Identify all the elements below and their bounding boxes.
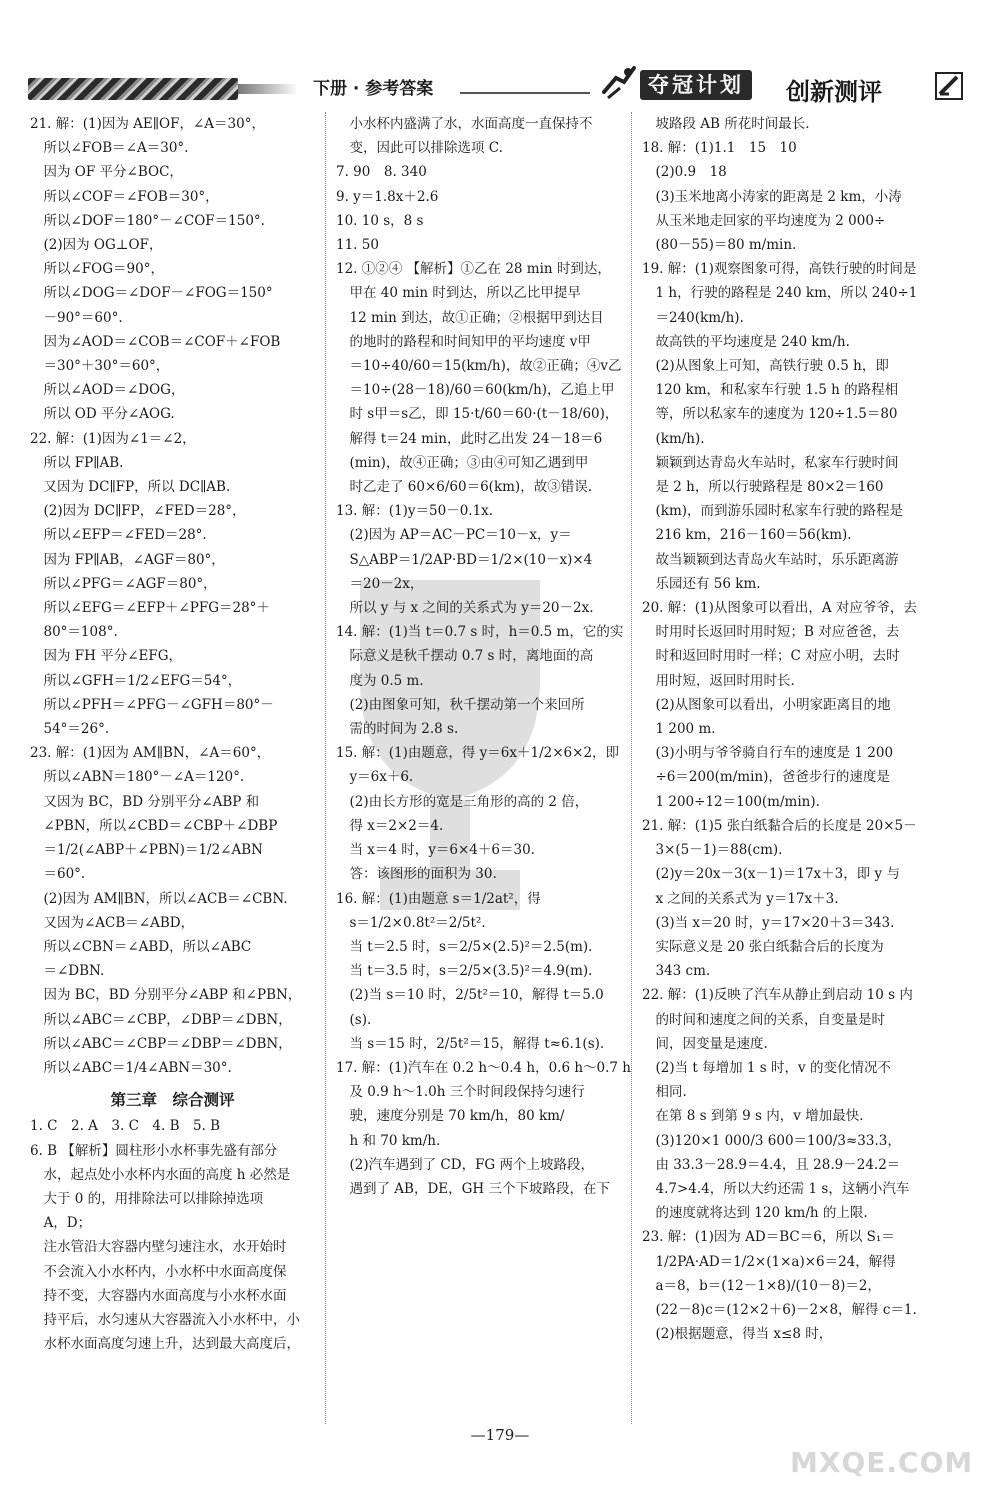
- answer-line: ＝30°＋30°＝60°，: [30, 358, 170, 375]
- answer-line: 故当颖颖到达青岛火车站时，乐乐距离游: [642, 551, 899, 568]
- answer-line: 216 km，216－160＝56(km).: [642, 527, 852, 544]
- brand-logo: 夺冠计划: [640, 70, 752, 100]
- answer-line: 由 33.3－28.9＝4.4，且 28.9－24.2＝: [642, 1156, 901, 1173]
- answer-line: 及 0.9 h～1.0h 三个时间段保持匀速行: [336, 1084, 585, 1101]
- answer-line: 大于 0 的，用排除法可以排除掉选项: [30, 1190, 264, 1207]
- answer-line: 是 2 h，所以行驶路程是 80×2＝160: [642, 479, 884, 496]
- answer-line: (3)当 x＝20 时，y＝17×20＋3＝343.: [642, 914, 895, 931]
- answer-line: 343 cm.: [642, 963, 711, 980]
- answer-line: 解得 t＝24 min，此时乙出发 24－18＝6: [336, 430, 603, 447]
- answer-line: (80－55)＝80 m/min.: [642, 237, 797, 254]
- answer-line: 因为 BC，BD 分别平分∠ABP 和∠PBN，: [30, 987, 302, 1004]
- answer-line: 所以∠DOF＝180°－∠COF＝150°.: [30, 212, 265, 229]
- answer-line: 甲在 40 min 时到达，所以乙比甲提早: [336, 285, 581, 302]
- answer-line: 所以∠PFG＝∠AGF＝80°，: [30, 575, 217, 592]
- answer-line: 小水杯内盛满了水，水面高度一直保持不: [336, 116, 593, 132]
- answer-line: 因为 FP∥AB，∠AGF＝80°，: [30, 551, 225, 568]
- answer-line: 持不变，大容器内水面高度与小水杯水面: [30, 1287, 287, 1304]
- answer-line: 的地时的路程和时间知甲的平均速度 v甲: [336, 333, 591, 350]
- answer-line: 用时短，返回时用时长.: [642, 672, 795, 689]
- answer-line: 20. 解：(1)从图象可以看出，A 对应爷爷，去: [642, 600, 917, 617]
- check-badge-icon: [935, 72, 963, 100]
- answer-line: －90°＝60°.: [30, 309, 123, 326]
- answer-line: 时用时长返回时用时短；B 对应爸爸，去: [642, 624, 900, 641]
- answer-line: 时 s甲＝s乙，即 15·t/60＝60·(t－18/60)，: [336, 406, 619, 423]
- answer-line: ＝∠DBN.: [30, 963, 105, 980]
- answer-line: 当 s＝15 时，2/5t²＝15，解得 t≈6.1(s).: [336, 1035, 605, 1052]
- answer-line: ＝10÷(28－18)/60＝60(km/h)，乙追上甲: [336, 382, 615, 399]
- answer-line: (3)小明与爷爷骑自行车的速度是 1 200: [642, 745, 894, 762]
- answer-line: (2)根据题意，得当 x≤8 时，: [642, 1326, 833, 1343]
- answer-line: (2)从图象上可知，高铁行驶 0.5 h，即: [642, 358, 889, 375]
- answer-line: 22. 解：(1)因为∠1＝∠2，: [30, 430, 196, 447]
- trophy-runner-icon: [598, 62, 640, 104]
- answer-line: 所以 FP∥AB.: [30, 454, 124, 471]
- answer-line: 16. 解：(1)由题意 s＝1/2at²，得: [336, 890, 541, 907]
- answer-line: S△ABP＝1/2AP·BD＝1/2×(10－x)×4: [336, 551, 593, 568]
- answer-line: 所以∠ABC＝1/4∠ABN＝30°.: [30, 1059, 232, 1076]
- answer-line: 因为 OF 平分∠BOC，: [30, 164, 183, 181]
- answer-line: y＝6x＋6.: [336, 769, 414, 786]
- answer-line: 注水管沿大容器内壁匀速注水，水开始时: [30, 1239, 287, 1256]
- answer-line: (2)因为 AP＝AC－PC＝10－x，y＝: [336, 527, 572, 544]
- answer-line: 21. 解：(1)5 张白纸黏合后的长度是 20×5－: [642, 817, 917, 834]
- answer-line: 23. 解：(1)因为 AD＝BC＝6，所以 S₁＝: [642, 1229, 895, 1246]
- answer-line: 所以∠ABN＝180°－∠A＝120°.: [30, 769, 245, 786]
- answer-line: 得 x＝2×2＝4.: [336, 817, 444, 834]
- answer-line: 12. ①②④ 【解析】①乙在 28 min 时到达，: [336, 261, 611, 278]
- answer-line: (2)从图象可以看出，小明家距离目的地: [642, 696, 891, 713]
- site-watermark: MXQE.COM: [790, 1446, 974, 1479]
- answer-line: 当 x＝4 时，y＝6×4＋6＝30.: [336, 842, 535, 859]
- answer-line: (km/h).: [642, 430, 705, 447]
- answer-line: 所以∠FOB＝∠A＝30°.: [30, 140, 189, 157]
- answer-line: 80°＝108°.: [30, 624, 118, 641]
- column-divider: [325, 112, 326, 1424]
- answer-line: 所以∠ABC＝∠CBP＝∠DBP＝∠DBN，: [30, 1035, 292, 1052]
- answer-line: 所以∠AOD＝∠DOG，: [30, 382, 185, 399]
- answer-line: 因为 FH 平分∠EFG，: [30, 648, 183, 665]
- answer-line: A，D；: [30, 1215, 92, 1232]
- answer-line: (2)由长方形的宽是三角形的高的 2 倍，: [336, 793, 589, 810]
- answer-line: ＝1/2(∠ABP＋∠PBN)＝1/2∠ABN: [30, 842, 263, 859]
- answer-line: 际意义是秋千摆动 0.7 s 时，离地面的高: [336, 648, 594, 665]
- header-decor-band: [28, 78, 238, 100]
- answer-line: 10. 10 s，8 s: [336, 212, 424, 229]
- answer-line: (3)120×1 000/3 600＝100/3≈33.3，: [642, 1132, 901, 1149]
- answer-line: 22. 解：(1)反映了汽车从静止到启动 10 s 内: [642, 987, 913, 1004]
- answer-line: 6. B 【解析】圆柱形小水杯事先盛有部分: [30, 1142, 278, 1159]
- answer-line: (2)因为 DC∥FP，∠FED＝28°，: [30, 503, 246, 520]
- answer-line: 不会流入小水杯内，小水杯中水面高度保: [30, 1263, 287, 1280]
- answer-line: 所以 y 与 x 之间的关系式为 y＝20－2x.: [336, 600, 594, 617]
- answer-line: (2)当 s＝10 时，2/5t²＝10，解得 t＝5.0: [336, 987, 604, 1004]
- answer-line: 1. C 2. A 3. C 4. B 5. B: [30, 1118, 221, 1135]
- answer-line: 18. 解：(1)1.1 15 10: [642, 140, 797, 157]
- answer-line: 水，起点处小水杯内水面的高度 h 必然是: [30, 1166, 291, 1183]
- answer-line: 持平后，水匀速从大容器流入小水杯中，小: [30, 1311, 300, 1328]
- answer-line: 54°＝26°.: [30, 721, 110, 738]
- answer-line: 所以∠COF＝∠FOB＝30°，: [30, 188, 219, 205]
- section-title: 第三章 综合测评: [110, 1091, 235, 1110]
- answer-line: ÷6＝200(m/min)，爸爸步行的速度是: [642, 769, 890, 786]
- answer-line: 颖颖到达青岛火车站时，私家车行驶时间: [642, 454, 899, 471]
- answer-line: 12 min 到达，故①正确；②根据甲到达目: [336, 309, 604, 326]
- answer-line: 的时间和速度之间的关系，自变量是时: [642, 1011, 885, 1028]
- answer-line: (2)0.9 18: [642, 164, 727, 181]
- answer-line: 故高铁的平均速度是 240 km/h.: [642, 333, 850, 350]
- answer-line: 当 t＝3.5 时，s＝2/5×(3.5)²＝4.9(m).: [336, 963, 593, 980]
- answer-line: 度为 0.5 m.: [336, 672, 424, 689]
- answer-line: ＝60°.: [30, 866, 86, 883]
- answer-line: h 和 70 km/h.: [336, 1132, 441, 1149]
- answer-line: 乐园还有 56 km.: [642, 575, 761, 592]
- answer-line: (2)y＝20x－3(x－1)＝17x＋3，即 y 与: [642, 866, 900, 883]
- answer-line: (2)汽车遇到了 CD，FG 两个上坡路段，: [336, 1156, 595, 1173]
- answer-line: 又因为 DC∥FP，所以 DC∥AB.: [30, 479, 231, 496]
- answer-line: s＝1/2×0.8t²＝2/5t².: [336, 914, 486, 931]
- answer-line: (s).: [336, 1011, 372, 1028]
- answer-line: 因为∠AOD＝∠COB＝∠COF＋∠FOB: [30, 333, 281, 350]
- answer-line: 3×(5－1)＝88(cm).: [642, 842, 783, 859]
- answer-line: 4.7>4.4，所以大约还需 1 s，这辆小汽车: [642, 1180, 910, 1197]
- answer-line: 变，因此可以排除选项 C.: [336, 140, 503, 157]
- answer-line: 答：该图形的面积为 30.: [336, 866, 497, 883]
- answer-line: ＝20－2x，: [336, 575, 424, 592]
- answer-column-2: [336, 112, 631, 1201]
- answer-line: 所以 OD 平分∠AOG.: [30, 406, 175, 423]
- answer-line: 14. 解：(1)当 t＝0.7 s 时，h＝0.5 m，它的实: [336, 624, 624, 641]
- answer-line: 驶，速度分别是 70 km/h，80 km/: [336, 1108, 565, 1125]
- answer-line: (2)由图象可知，秋千摆动第一个来回所: [336, 696, 585, 713]
- answer-column-1: [30, 112, 315, 1356]
- answer-line: 又因为∠ACB＝∠ABD，: [30, 914, 195, 931]
- answer-line: 需的时间为 2.8 s.: [336, 721, 459, 738]
- answer-line: 实际意义是 20 张白纸黏合后的长度为: [642, 938, 884, 955]
- answer-line: 9. y＝1.8x＋2.6: [336, 188, 439, 205]
- answer-line: 所以∠GFH＝1/2∠EFG＝54°，: [30, 672, 242, 689]
- answer-line: 水杯水面高度匀速上升，达到最大高度后，: [30, 1336, 300, 1353]
- header-decor-fade: [238, 84, 298, 94]
- answer-line: a＝8，b＝(12－1×8)/(10－8)＝2，: [642, 1277, 881, 1294]
- answer-line: 15. 解：(1)由题意，得 y＝6x＋1/2×6×2，即: [336, 745, 620, 762]
- answer-line: 从玉米地走回家的平均速度为 2 000÷: [642, 212, 886, 229]
- answer-line: 时乙走了 60×6/60＝6(km)，故③错误.: [336, 479, 592, 496]
- answer-line: 11. 50: [336, 237, 379, 254]
- answer-line: (2)因为 AM∥BN，所以∠ACB＝∠CBN.: [30, 890, 288, 907]
- answer-line: 间，因变量是速度.: [642, 1035, 768, 1052]
- answer-line: (min)，故④正确；③由④可知乙遇到甲: [336, 454, 589, 471]
- answer-line: 相同.: [642, 1084, 687, 1101]
- answer-line: 7. 90 8. 340: [336, 164, 427, 181]
- answer-line: 的速度就将达到 120 km/h 的上限.: [642, 1205, 868, 1222]
- answer-line: 23. 解：(1)因为 AM∥BN，∠A＝60°，: [30, 745, 271, 762]
- answer-line: ∠PBN，所以∠CBD＝∠CBP＋∠DBP: [30, 817, 278, 834]
- answer-line: 1/2PA·AD＝1/2×(1×a)×6＝24，解得: [642, 1253, 896, 1270]
- answer-line: 所以∠FOG＝90°，: [30, 261, 164, 278]
- answer-column-3: [642, 112, 942, 1346]
- answer-line: ＝10÷40/60＝15(km/h)，故②正确；④v乙: [336, 358, 622, 375]
- answer-line: 时和返回时用时一样；C 对应小明，去时: [642, 648, 900, 665]
- answer-line: (2)因为 OG⊥OF，: [30, 237, 163, 254]
- answer-line: (22－8)c＝(12×2＋6)－2×8，解得 c＝1.: [642, 1301, 917, 1318]
- answer-line: 13. 解：(1)y＝50－0.1x.: [336, 503, 494, 520]
- answer-line: ＝240(km/h).: [642, 309, 744, 326]
- answer-line: 19. 解：(1)观察图象可得，高铁行驶的时间是: [642, 261, 917, 278]
- header-rule: [460, 92, 590, 94]
- answer-line: 在第 8 s 到第 9 s 内，v 增加最快.: [642, 1108, 864, 1125]
- page-number: —179—: [470, 1426, 530, 1444]
- answer-line: 21. 解：(1)因为 AE∥OF，∠A＝30°，: [30, 116, 265, 132]
- header-title: 下册 · 参考答案: [313, 79, 434, 99]
- answer-line: (3)玉米地离小涛家的距离是 2 km，小涛: [642, 188, 902, 205]
- answer-line: 所以∠DOG＝∠DOF－∠FOG＝150°: [30, 285, 273, 302]
- header-subtitle: 创新测评: [786, 78, 882, 106]
- answer-line: (2)当 t 每增加 1 s 时，v 的变化情况不: [642, 1059, 891, 1076]
- answer-line: 坡路段 AB 所花时间最长.: [642, 116, 810, 132]
- answer-line: 又因为 BC，BD 分别平分∠ABP 和: [30, 793, 260, 810]
- answer-line: 当 t＝2.5 时，s＝2/5×(2.5)²＝2.5(m).: [336, 938, 593, 955]
- answer-line: 等，所以私家车的速度为 120÷1.5＝80: [642, 406, 898, 423]
- answer-line: 1 200÷12＝100(m/min).: [642, 793, 820, 810]
- answer-line: 所以∠ABC＝∠CBP，∠DBP＝∠DBN，: [30, 1011, 292, 1028]
- answer-line: 1 h，行驶的路程是 240 km，所以 240÷1: [642, 285, 918, 302]
- answer-line: 120 km，和私家车行驶 1.5 h 的路程相: [642, 382, 899, 399]
- column-divider: [631, 112, 632, 1424]
- answer-line: 所以∠EFP＝∠FED＝28°.: [30, 527, 207, 544]
- page-header: [0, 58, 1000, 110]
- answer-line: 17. 解：(1)汽车在 0.2 h～0.4 h，0.6 h～0.7 h: [336, 1059, 631, 1076]
- answer-line: 所以∠PFH＝∠PFG－∠GFH＝80°－: [30, 696, 274, 713]
- answer-line: x 之间的关系式为 y＝17x＋3.: [642, 890, 839, 907]
- answer-line: 遇到了 AB，DE，GH 三个下坡路段，在下: [336, 1180, 610, 1197]
- answer-line: 所以∠EFG＝∠EFP＋∠PFG＝28°＋: [30, 600, 270, 617]
- answer-line: 1 200 m.: [642, 721, 716, 738]
- answer-line: (km)，而到游乐园时私家车行驶的路程是: [642, 503, 904, 520]
- answer-line: 所以∠CBN＝∠ABD，所以∠ABC: [30, 938, 252, 955]
